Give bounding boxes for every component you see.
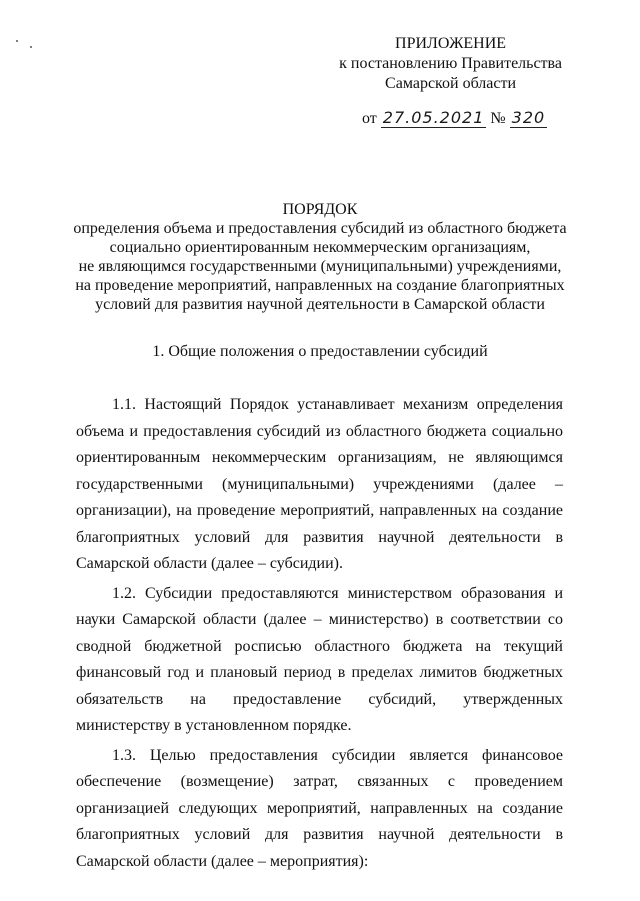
- scan-speck: [16, 40, 18, 42]
- handwritten-number: 320: [511, 108, 546, 127]
- section-heading: 1. Общие положения о предоставлении субсидий: [152, 343, 488, 360]
- paragraph: 1.2. Субсидии предоставляются министерством образования и науки Самарской области (далее – министерство) в соответствии со сводной бюджетной росписью областного бюджета на текущий финансовый год и плановый период в пределах лимитов бюджетных обязательств на предоставление субсидий, утвержденных министерству в установленном порядке.: [76, 584, 563, 734]
- handwritten-date: 27.05.2021: [382, 108, 485, 127]
- date-line: [362, 108, 547, 128]
- document-heading: [60, 200, 580, 314]
- paragraph: 1.1. Настоящий Порядок устанавливает механизм определения объема и предоставления субсидий из областного бюджета социально ориентированным некоммерческим организациям, не являющимся государственными (муниципальными) учреждениями (далее – организации), на проведение мероприятий, направленных на создание благоприятных условий для развития научной деятельности в Самарской области (далее – субсидии).: [76, 396, 563, 572]
- heading-line: не являющимся государственными (муниципальными) учреждениями,: [78, 258, 562, 275]
- date-prefix: от: [362, 110, 377, 127]
- heading-line: социально ориентированным некоммерческим организациям,: [109, 239, 531, 256]
- heading-line: определения объема и предоставления субсидий из областного бюджета: [73, 220, 567, 237]
- scan-speck: [30, 46, 32, 48]
- paragraph: 1.3. Целью предоставления субсидии является финансовое обеспечение (возмещение) затрат, связанных с проведением организацией следующих мероприятий, направленных на создание благоприятных условий для развития научной деятельности в Самарской области (далее – мероприятия):: [76, 746, 563, 870]
- heading-title: ПОРЯДОК: [282, 201, 358, 218]
- document-body: [76, 392, 563, 878]
- appendix-line: Самарской области: [385, 75, 517, 92]
- heading-line: условий для развития научной деятельности в Самарской области: [95, 296, 545, 313]
- appendix-title: ПРИЛОЖЕНИЕ: [395, 35, 507, 52]
- number-label: №: [490, 110, 506, 127]
- heading-line: на проведение мероприятий, направленных на создание благоприятных: [75, 277, 565, 294]
- appendix-line: к постановлению Правительства: [339, 55, 562, 72]
- appendix-block: [339, 34, 562, 94]
